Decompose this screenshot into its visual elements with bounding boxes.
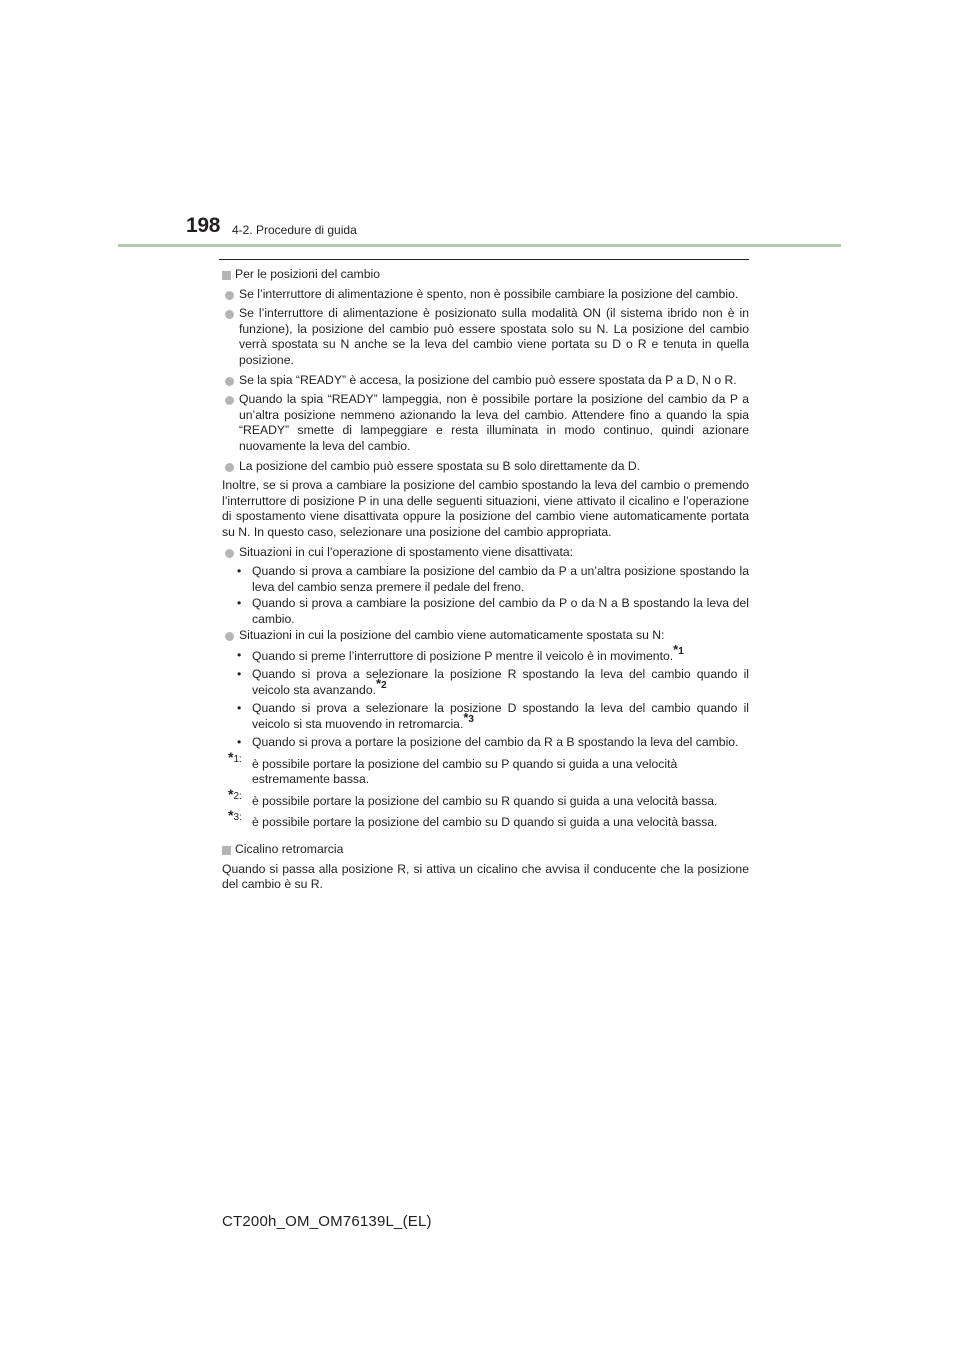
content-divider [219,259,749,260]
list-item: La posizione del cambio può essere spostata su B solo direttamente da D. [222,459,749,475]
circle-bullet-icon [225,549,234,558]
footnote-ref: *2 [376,676,387,692]
circle-bullet-icon [225,291,234,300]
footnote: *3: è possibile portare la posizione del cambio su D quando si guida a una velocità bassa. [228,807,718,830]
page-header [0,0,960,250]
document-code: CT200h_OM_OM76139L_(EL) [222,1213,432,1230]
page-content [222,267,749,897]
circle-bullet-icon [225,463,234,472]
buzzer-paragraph: Quando si passa alla posizione R, si attiva un cicalino che avvisa il conducente che la posizione del cambio è su R. [222,861,749,892]
sub-list-item: • Quando si prova a portare la posizione del cambio da R a B spostando la leva del cambio. [237,735,739,750]
footnote-ref: *3 [463,710,474,726]
list-item: Se l’interruttore di alimentazione è spento, non è possibile cambiare la posizione del cambio. [222,287,749,303]
buzzer-section-title: Cicalino retromarcia [235,842,344,856]
page-number: 198 [186,214,221,237]
circle-bullet-icon [225,632,234,641]
circle-bullet-icon [225,396,234,405]
auto-shift-heading: Situazioni in cui la posizione del cambio viene automaticamente spostata su N: [222,628,749,644]
footnote: *1: è possibile portare la posizione del cambio su P quando si guida a una velocità estremamente bassa. [228,748,678,787]
square-bullet-icon [222,846,231,855]
list-item: Quando la spia “READY” lampeggia, non è possibile portare la posizione del cambio da P a un’altra posizione nemmeno azionando la leva del cambio. Attendere fino a quando la spia “READY” smette di lampeggiare e resta illuminata in modo continuo, quindi azionare nuovamente la leva del cambio. [222,392,749,454]
square-bullet-icon [222,271,231,280]
shift-section-title: Per le posizioni del cambio [235,267,380,281]
shift-section-heading [222,267,749,283]
list-item: Se l’interruttore di alimentazione è posizionato sulla modalità ON (il sistema ibrido non è in funzione), la posizione del cambio può essere spostata solo su N. La posizione del cambio verrà spostata su N anche se la leva del cambio viene portata su D o R e tenuta in quella posizione. [222,306,749,368]
circle-bullet-icon [225,377,234,386]
section-title: 4-2. Procedure di guida [232,223,357,237]
circle-bullet-icon [225,310,234,319]
disabled-situations-heading: Situazioni in cui l’operazione di spostamento viene disattivata: [222,545,749,561]
sub-list-item: • Quando si prova a cambiare la posizione del cambio da P a un’altra posizione spostando la leva del cambio senza premere il pedale del freno. [237,564,749,594]
sub-list-item: • Quando si prova a cambiare la posizione del cambio da P o da N a B spostando la leva del cambio. [237,596,749,626]
shift-paragraph: Inoltre, se si prova a cambiare la posizione del cambio spostando la leva del cambio o premendo l’interruttore di posizione P in una delle seguenti situazioni, viene attivato il cicalino e l’operazione di spostamento viene disattivata oppure la posizione del cambio viene automaticamente portata su N. In questo caso, selezionare una posizione del cambio appropriata. [222,478,749,539]
footnote: *2: è possibile portare la posizione del cambio su R quando si guida a una velocità bassa. [228,785,718,808]
sub-list-item: • Quando si prova a selezionare la posizione D spostando la leva del cambio quando il veicolo si sta muovendo in retromarcia.$^{*3}$ [237,700,749,732]
sub-list-item: • Quando si preme l’interruttore di posizione P mentre il veicolo è in movimento.$^{*1}$ [237,642,684,664]
buzzer-section-heading [222,842,749,858]
footnote-ref: *1 [673,642,684,658]
list-item: Se la spia “READY” è accesa, la posizione del cambio può essere spostata da P a D, N o R. [222,373,749,389]
sub-list-item: • Quando si prova a selezionare la posizione R spostando la leva del cambio quando il veicolo sta avanzando.$^{*2}$ [237,666,749,698]
header-divider [118,244,841,247]
